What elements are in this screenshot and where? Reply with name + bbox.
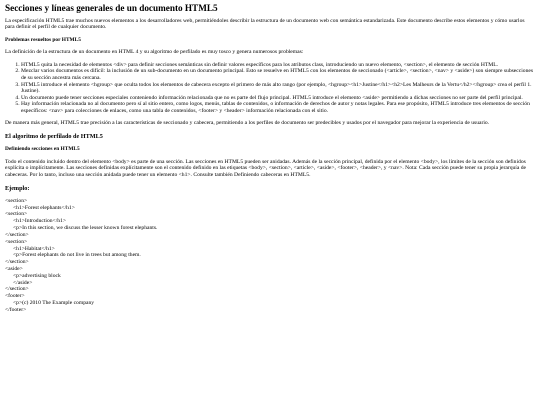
code-line: <section>: [5, 238, 28, 245]
code-line: <h1>Forest elephants</h1>: [13, 204, 75, 211]
summary-paragraph: De manera más general, HTML5 trae precisión a las características de seccionado y cabecera, permitiendo a los perfiles de documento ser predecibles y usados por el navegador para mejorar la experiencia de usuario.: [5, 120, 490, 127]
defining-sections-heading: Definiendo secciones en HTML5: [5, 146, 80, 153]
code-line: </section>: [5, 286, 29, 293]
problems-list-item: 1. HTML5 quita la necesidad de elementos <div> para definir secciones semánticas sin definir valores específicos para los atributos class, introduciendo un nuevo elemento, <section>, el elemento de sección HTML.: [21, 62, 535, 69]
code-line: </aside>: [13, 279, 33, 286]
code-line: <p>In this section, we discuss the lesser known forest elephants.: [13, 225, 158, 232]
problems-intro: La definición de la estructura de un documento en HTML 4 y su algoritmo de perfilado es muy tosco y genera numerosos problemas:: [5, 49, 304, 56]
problems-list-item: 4. Un documento puede tener secciones especiales conteniendo información relacionada que no es parte del flujo principal. HTML5 introduce el elemento <aside> permitiendo a dichas secciones no ser parte del perfil principal.: [21, 95, 535, 102]
page-title: Secciones y líneas generales de un documento HTML5: [5, 3, 218, 13]
problems-list-item: 2. Mezclar varios documentos es difícil: la inclusión de un sub-documento en un documento principal. Esto se resuelve en HTML5 con los elementos de seccionado (<article>, <section>, <nav> y <aside>) son siempre subsecciones de su sección ancestra más cercana.: [21, 68, 535, 81]
problems-list-item: 3. HTML5 introduce el elemento <hgroup> que oculta todos los elementos de cabecera excepto el primero de más alto rango (por ejemplo, <hgroup><h1>Justine</h1><h2>Les Malheurs de la Vertu</h2></hgroup> crea el perfil 1. Justine).: [21, 82, 535, 95]
code-line: <h1>Introduction</h1>: [13, 218, 67, 225]
code-line: </section>: [5, 259, 29, 266]
problems-heading: Problemas resueltos por HTML5: [5, 36, 81, 43]
code-line: </section>: [5, 231, 29, 238]
code-line: <aside>: [5, 265, 23, 272]
problems-list: [5, 62, 535, 115]
code-line: <footer>: [5, 293, 25, 300]
intro-paragraph: La especificación HTML5 trae muchos nuevos elementos a los desarrolladores web, permitiéndoles describir la estructura de un documento web con semántica estandarizada. Este documento describe estos elementos y cómo usarlos para definir el perfil de cualquier documento.: [5, 17, 525, 31]
problems-list-item: 5. Hay información relacionada no al documento pero sí al sitio entero, como logos, menús, tablas de contenidos, o información de derechos de autor y notas legales. Para ese propósito, HTML5 introduce tres elementos de sección específicos: <nav> para colecciones de enlaces, como una tabla de contenidos, <footer> y <header> información relacionada con el sitio.: [21, 101, 535, 114]
code-line: <section>: [5, 197, 28, 204]
defining-sections-paragraph: Todo el contenido incluido dentro del elemento <body> es parte de una sección. Las secciones en HTML5 pueden ser anidadas. Además de la sección principal, definida por el elemento <body>, los límites de la sección son definidos explícita o implícitamente. Las secciones definidas explícitamente son el contenido definido en las etiquetas <body>, <section>, <article>, <aside>, <footer>, <header>, y <nav>. Nota: Cada sección puede tener su propia jerarquía de cabeceras. Por lo tanto, incluso una sección anidada puede tener un elemento <h1>. Consulte también Definiendo cabeceras en HTML5.: [5, 158, 527, 178]
code-line: <p>Forest elephants do not live in trees but among them.: [13, 252, 141, 259]
example-code-block: [5, 198, 535, 314]
code-line: <p>advertising block: [13, 272, 61, 279]
example-heading: Ejemplo:: [5, 184, 30, 192]
code-line: </footer>: [5, 306, 27, 313]
code-line: <section>: [5, 211, 28, 218]
algorithm-heading: El algoritmo de perfilado de HTML5: [5, 133, 103, 141]
code-line: <p>(c) 2010 The Example company: [13, 300, 95, 307]
code-line: <h1>Habitat</h1>: [13, 245, 55, 252]
